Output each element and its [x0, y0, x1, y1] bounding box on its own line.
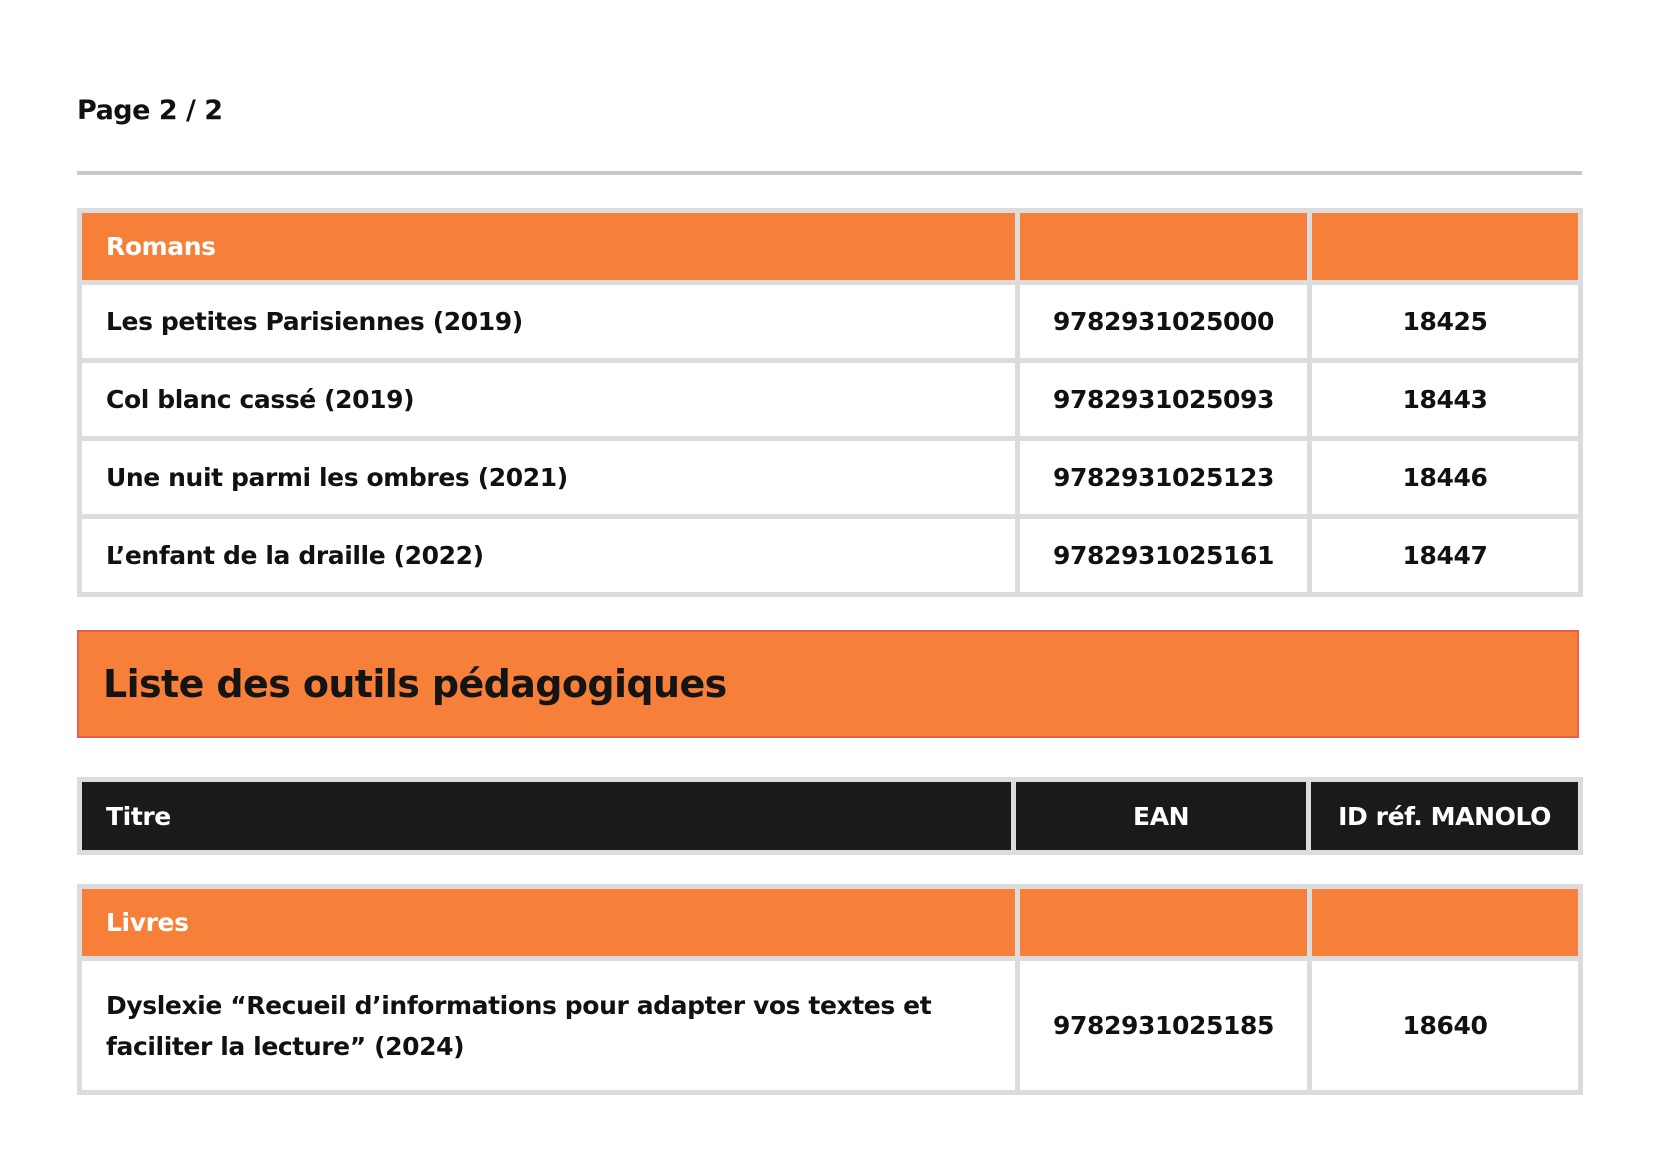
column-header-row [82, 782, 1578, 850]
book-id: 18443 [1312, 363, 1578, 436]
book-id: 18446 [1312, 441, 1578, 514]
table-row [82, 519, 1578, 592]
table-row [82, 441, 1578, 514]
section-label-romans: Romans [82, 213, 1015, 280]
table-section-row [82, 213, 1578, 280]
table-row [82, 363, 1578, 436]
column-header-id: ID réf. MANOLO [1311, 782, 1578, 850]
book-title-line: faciliter la lecture” (2024) [106, 1031, 465, 1061]
column-header-title: Titre [82, 782, 1011, 850]
section-empty-cell [1020, 213, 1307, 280]
book-ean: 9782931025185 [1020, 961, 1307, 1090]
column-header-table [77, 777, 1583, 855]
book-title: Une nuit parmi les ombres (2021) [82, 441, 1015, 514]
table-row [82, 961, 1578, 1090]
section-banner-title: Liste des outils pédagogiques [103, 662, 727, 706]
book-ean: 9782931025093 [1020, 363, 1307, 436]
book-id: 18640 [1312, 961, 1578, 1090]
book-id: 18425 [1312, 285, 1578, 358]
section-label-livres: Livres [82, 889, 1015, 956]
book-title [82, 961, 1015, 1090]
book-id: 18447 [1312, 519, 1578, 592]
romans-table [77, 208, 1583, 597]
book-title: Les petites Parisiennes (2019) [82, 285, 1015, 358]
book-title: L’enfant de la draille (2022) [82, 519, 1015, 592]
table-section-row [82, 889, 1578, 956]
section-empty-cell [1312, 213, 1578, 280]
book-ean: 9782931025161 [1020, 519, 1307, 592]
section-empty-cell [1020, 889, 1307, 956]
section-empty-cell [1312, 889, 1578, 956]
header-divider [77, 171, 1582, 175]
section-banner [77, 630, 1579, 738]
book-title-line: Dyslexie “Recueil d’informations pour adapter vos textes et [106, 990, 932, 1020]
book-ean: 9782931025000 [1020, 285, 1307, 358]
table-row [82, 285, 1578, 358]
book-title: Col blanc cassé (2019) [82, 363, 1015, 436]
livres-table [77, 884, 1583, 1095]
column-header-ean: EAN [1016, 782, 1306, 850]
page-number: Page 2 / 2 [77, 95, 223, 126]
book-ean: 9782931025123 [1020, 441, 1307, 514]
